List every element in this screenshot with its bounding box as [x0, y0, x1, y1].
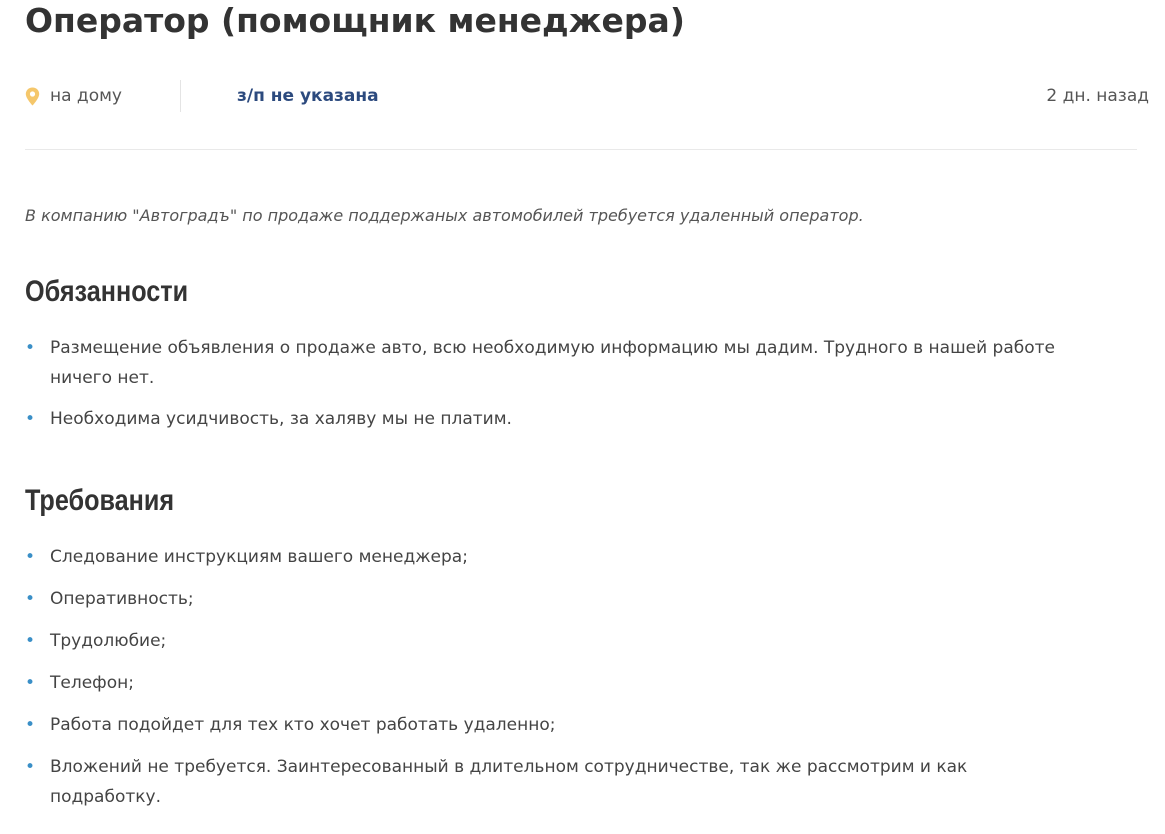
location-text: на дому [50, 86, 122, 106]
divider [25, 149, 1137, 150]
bullet-icon: • [25, 631, 36, 651]
vacancy-meta [25, 80, 1149, 112]
duties-heading: Обязанности [25, 275, 189, 308]
bullet-icon: • [25, 757, 36, 777]
list-item [25, 584, 1075, 614]
duties-list [25, 333, 1075, 445]
requirements-list [25, 542, 1075, 824]
vacancy-title: Оператор (помощник менеджера) [25, 1, 685, 40]
duty-text: Необходима усидчивость, за халяву мы не платим. [50, 409, 512, 429]
list-item [25, 668, 1075, 698]
list-item [25, 333, 1075, 393]
list-item [25, 404, 1075, 434]
bullet-icon: • [25, 715, 36, 735]
vacancy-intro: В компанию "Автоградъ" по продаже поддержаных автомобилей требуется удаленный оператор. [25, 206, 864, 225]
requirement-text: Оперативность; [50, 589, 194, 609]
duty-text: Размещение объявления о продаже авто, всю необходимую информацию мы дадим. Трудного в нашей работе ничего нет. [50, 338, 1056, 388]
list-item [25, 710, 1075, 740]
meta-divider [180, 80, 181, 112]
requirement-text: Вложений не требуется. Заинтересованный в длительном сотрудничестве, так же рассмотрим и как подработку. [50, 757, 968, 807]
posted-date: 2 дн. назад [1046, 86, 1149, 106]
bullet-icon: • [25, 547, 36, 567]
list-item [25, 752, 1075, 812]
bullet-icon: • [25, 409, 36, 429]
requirement-text: Работа подойдет для тех кто хочет работать удаленно; [50, 715, 556, 735]
bullet-icon: • [25, 338, 36, 358]
salary: з/п не указана [237, 86, 379, 106]
requirement-text: Трудолюбие; [50, 631, 167, 651]
bullet-icon: • [25, 589, 36, 609]
list-item [25, 626, 1075, 656]
requirement-text: Телефон; [50, 673, 134, 693]
map-pin-icon [25, 87, 40, 106]
location [25, 80, 122, 112]
bullet-icon: • [25, 673, 36, 693]
requirement-text: Следование инструкциям вашего менеджера; [50, 547, 468, 567]
list-item [25, 542, 1075, 572]
requirements-heading: Требования [25, 484, 175, 517]
